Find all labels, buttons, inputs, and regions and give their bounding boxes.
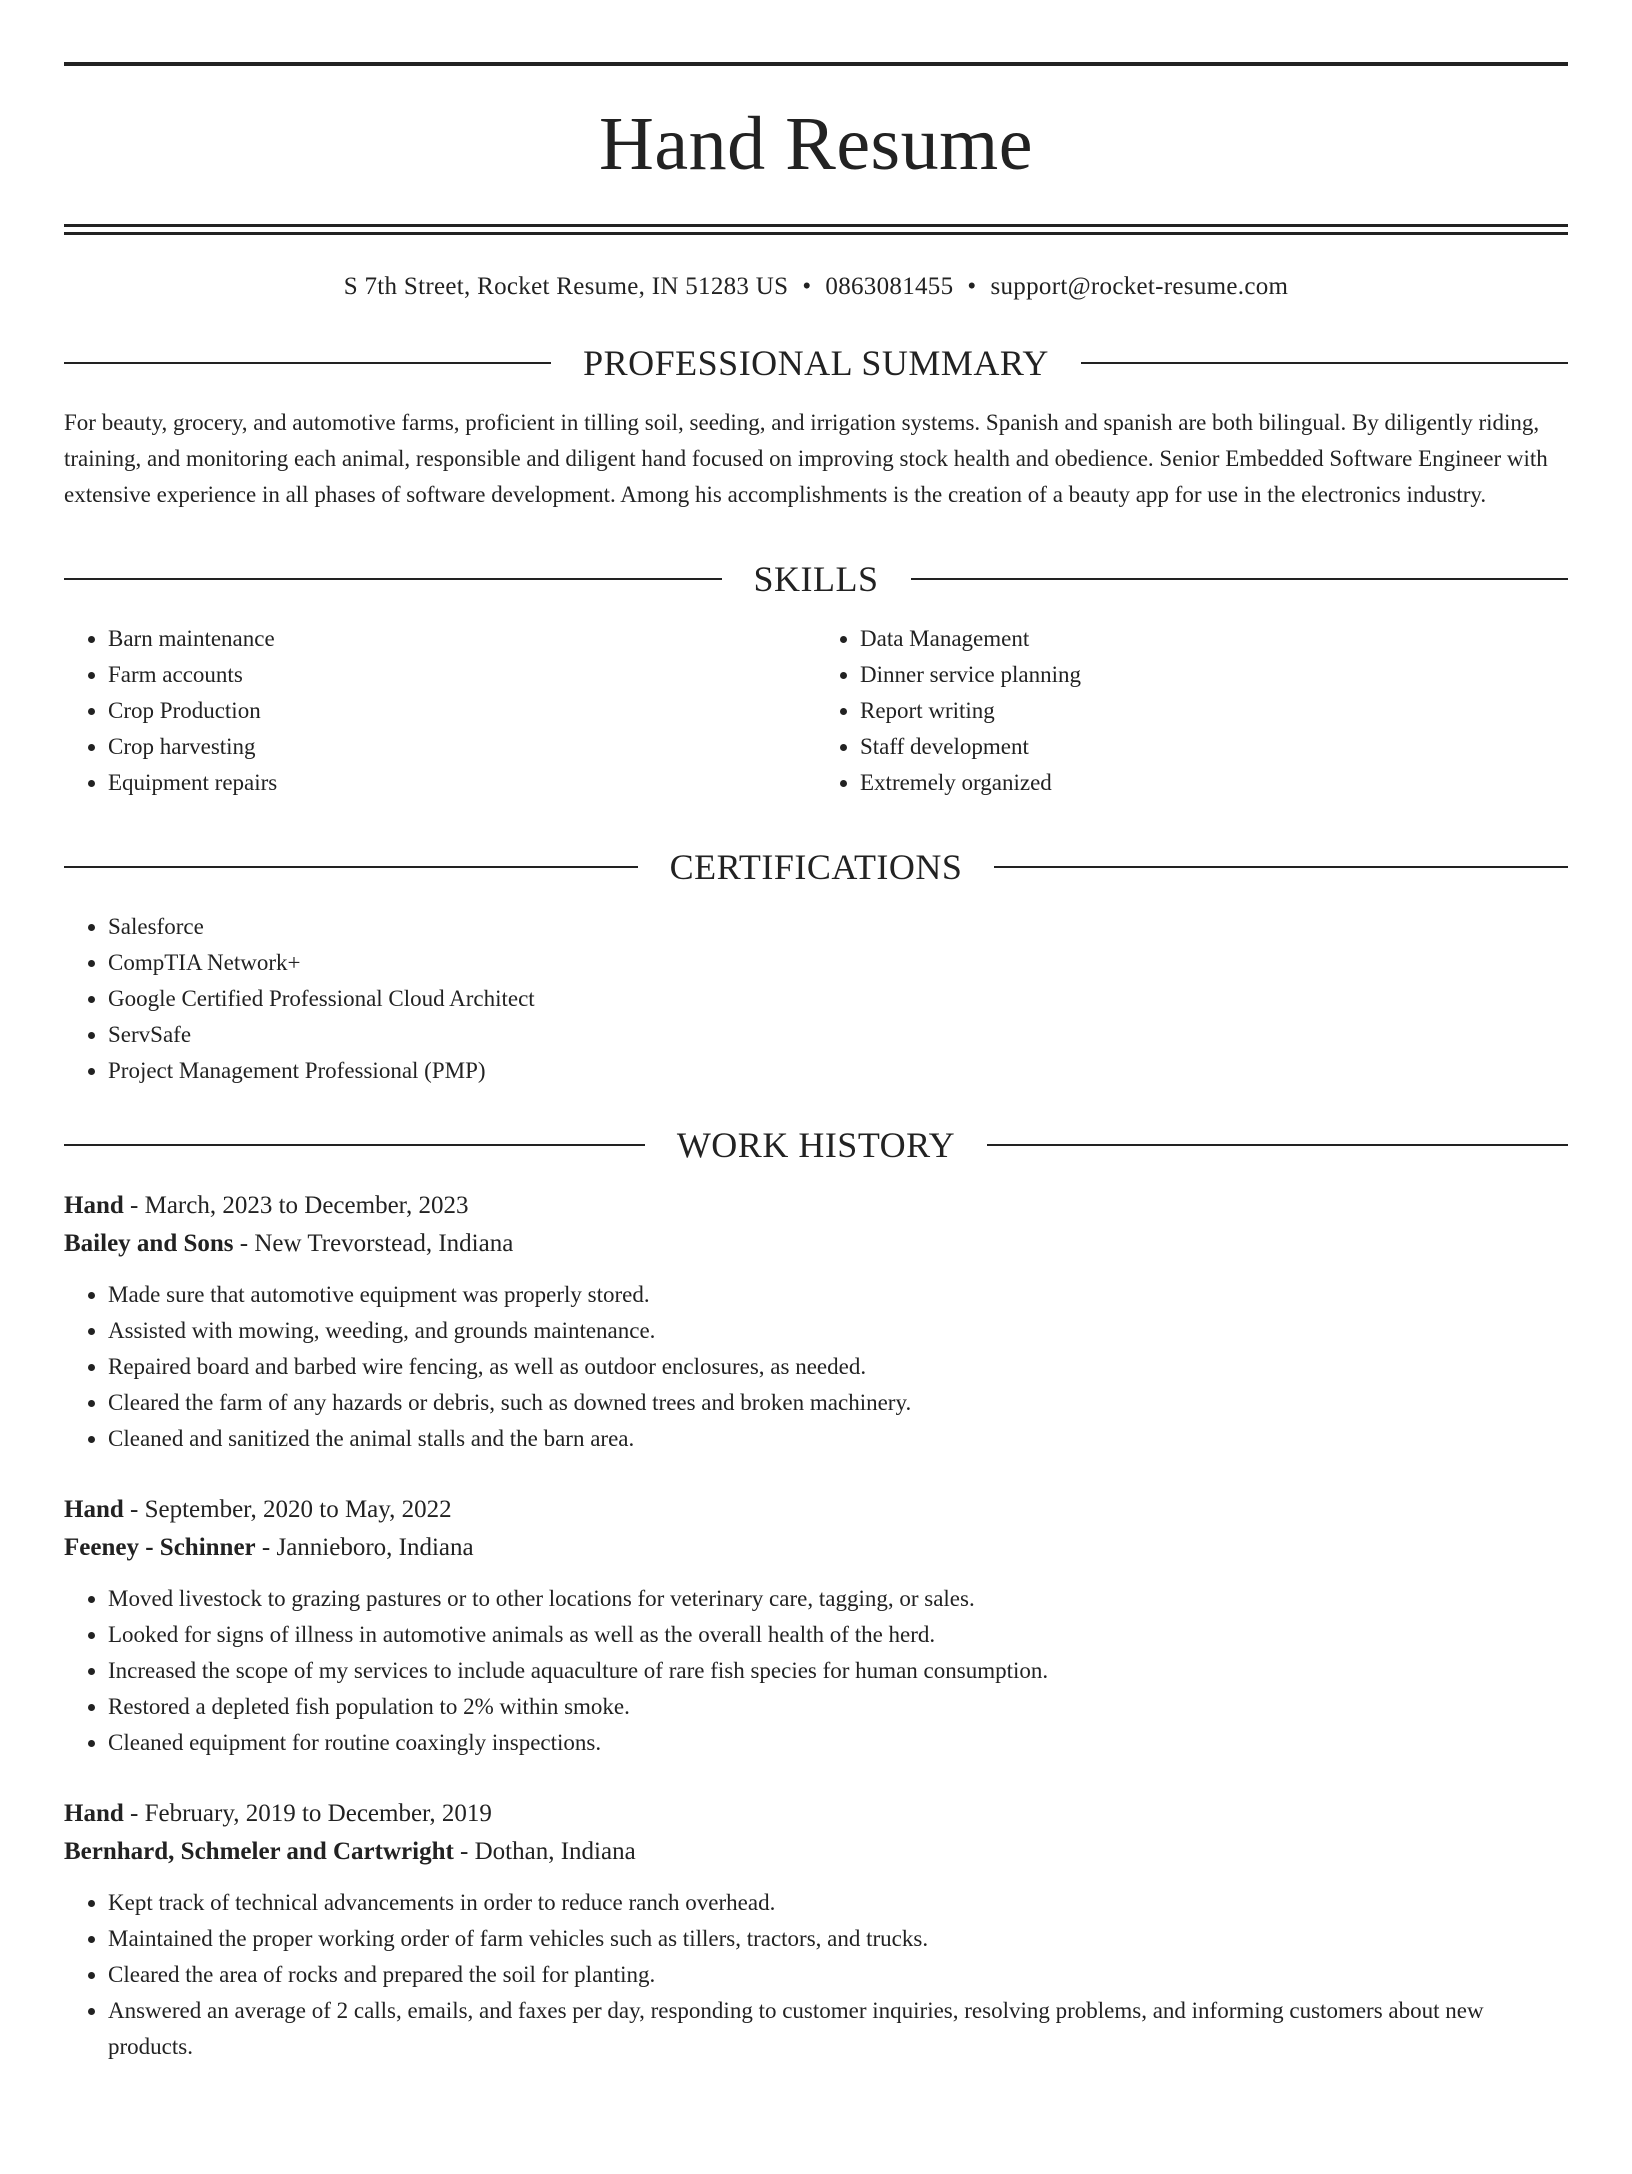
section-rule-left [64, 866, 638, 868]
job-entry [64, 1491, 1568, 1761]
certification-item: • Salesforce [108, 909, 1568, 945]
job-role: Hand [64, 1192, 124, 1219]
skills-column-right [816, 621, 1568, 801]
job-bullets [64, 1885, 1568, 2065]
job-bullet: • Increased the scope of my services to include aquaculture of rare fish species for human consumption. [108, 1653, 1568, 1689]
skill-item: • Data Management [860, 621, 1568, 657]
certification-item: • Project Management Professional (PMP) [108, 1053, 1568, 1089]
job-title-line: Hand - September, 2020 to May, 2022 [64, 1496, 452, 1523]
resume-name: Hand Resume [599, 102, 1033, 186]
resume-page [0, 62, 1632, 2174]
certification-item: • ServSafe [108, 1017, 1568, 1053]
section-rule-right [911, 578, 1569, 580]
job-dates: September, 2020 to May, 2022 [144, 1496, 452, 1523]
job-entry [64, 1795, 1568, 2065]
job-location: New Trevorstead, Indiana [254, 1230, 514, 1257]
section-rule-left [64, 578, 722, 580]
job-company: Bernhard, Schmeler and Cartwright [64, 1838, 454, 1865]
header-double-rule [64, 224, 1568, 235]
section-header-skills [64, 559, 1568, 599]
job-role: Hand [64, 1800, 124, 1827]
job-bullet: • Looked for signs of illness in automotive animals as well as the overall health of the herd. [108, 1617, 1568, 1653]
section-rule-right [987, 1144, 1568, 1146]
skill-item: • Extremely organized [860, 765, 1568, 801]
skill-item: • Staff development [860, 729, 1568, 765]
job-bullet: • Answered an average of 2 calls, emails, and faxes per day, responding to customer inquiries, resolving problems, and informing customers about new products. [108, 1993, 1568, 2065]
skill-item: • Equipment repairs [108, 765, 816, 801]
contact-phone: 0863081455 [825, 273, 954, 300]
skill-item: • Dinner service planning [860, 657, 1568, 693]
section-title-certifications: CERTIFICATIONS [669, 847, 963, 887]
job-bullet: • Moved livestock to grazing pastures or to other locations for veterinary care, tagging, or sales. [108, 1581, 1568, 1617]
section-header-certifications [64, 847, 1568, 887]
job-company: Feeney - Schinner [64, 1534, 256, 1561]
job-bullets [64, 1277, 1568, 1457]
section-title-work-history: WORK HISTORY [676, 1125, 956, 1165]
skills-list [64, 621, 1568, 801]
skill-item: • Barn maintenance [108, 621, 816, 657]
job-bullet: • Made sure that automotive equipment was properly stored. [108, 1277, 1568, 1313]
certification-item: • Google Certified Professional Cloud Architect [108, 981, 1568, 1017]
job-bullet: • Cleaned and sanitized the animal stalls and the barn area. [108, 1421, 1568, 1457]
contact-separator: • [967, 273, 977, 300]
certification-item: • CompTIA Network+ [108, 945, 1568, 981]
job-bullet: • Assisted with mowing, weeding, and grounds maintenance. [108, 1313, 1568, 1349]
skill-item: • Report writing [860, 693, 1568, 729]
skill-item: • Crop Production [108, 693, 816, 729]
job-company-line: Feeney - Schinner - Jannieboro, Indiana [64, 1534, 474, 1561]
summary-text: For beauty, grocery, and automotive farms, proficient in tilling soil, seeding, and irrigation systems. Spanish and spanish are both bilingual. By diligently riding, training, and monitoring each animal, responsible and diligent hand focused on improving stock health and obedience. Senior Embedded Software Engineer with extensive experience in all phases of software development. Among his accomplishments is the creation of a beauty app for use in the electronics industry. [64, 410, 1548, 507]
skill-item: • Farm accounts [108, 657, 816, 693]
job-dates: March, 2023 to December, 2023 [144, 1192, 469, 1219]
contact-email[interactable]: support@rocket-resume.com [990, 273, 1289, 300]
skills-column-left [64, 621, 816, 801]
job-company-line: Bernhard, Schmeler and Cartwright - Dothan, Indiana [64, 1838, 636, 1865]
job-bullets [64, 1581, 1568, 1761]
skill-item: • Crop harvesting [108, 729, 816, 765]
job-bullet: • Restored a depleted fish population to 2% within smoke. [108, 1689, 1568, 1725]
job-location: Dothan, Indiana [474, 1838, 636, 1865]
job-bullet: • Cleared the farm of any hazards or debris, such as downed trees and broken machinery. [108, 1385, 1568, 1421]
section-header-summary [64, 343, 1568, 383]
job-dates: February, 2019 to December, 2019 [144, 1800, 492, 1827]
job-company: Bailey and Sons [64, 1230, 234, 1257]
section-rule-left [64, 362, 551, 364]
section-title-summary: PROFESSIONAL SUMMARY [583, 343, 1049, 383]
section-rule-left [64, 1144, 645, 1146]
certifications-list [64, 909, 1568, 1089]
job-title-line: Hand - February, 2019 to December, 2019 [64, 1800, 492, 1827]
section-header-work-history [64, 1125, 1568, 1165]
contact-line [64, 271, 1568, 303]
job-bullet: • Maintained the proper working order of farm vehicles such as tillers, tractors, and trucks. [108, 1921, 1568, 1957]
section-rule-right [994, 866, 1568, 868]
job-bullet: • Cleaned equipment for routine coaxingly inspections. [108, 1725, 1568, 1761]
job-role: Hand [64, 1496, 124, 1523]
job-bullet: • Cleared the area of rocks and prepared the soil for planting. [108, 1957, 1568, 1993]
section-title-skills: SKILLS [753, 559, 879, 599]
contact-separator: • [802, 273, 812, 300]
contact-address: S 7th Street, Rocket Resume, IN 51283 US [343, 273, 789, 300]
job-entry [64, 1187, 1568, 1457]
section-rule-right [1081, 362, 1568, 364]
job-title-line: Hand - March, 2023 to December, 2023 [64, 1192, 469, 1219]
job-bullet: • Repaired board and barbed wire fencing, as well as outdoor enclosures, as needed. [108, 1349, 1568, 1385]
job-company-line: Bailey and Sons - New Trevorstead, Indiana [64, 1230, 514, 1257]
job-location: Jannieboro, Indiana [276, 1534, 474, 1561]
job-bullet: • Kept track of technical advancements in order to reduce ranch overhead. [108, 1885, 1568, 1921]
